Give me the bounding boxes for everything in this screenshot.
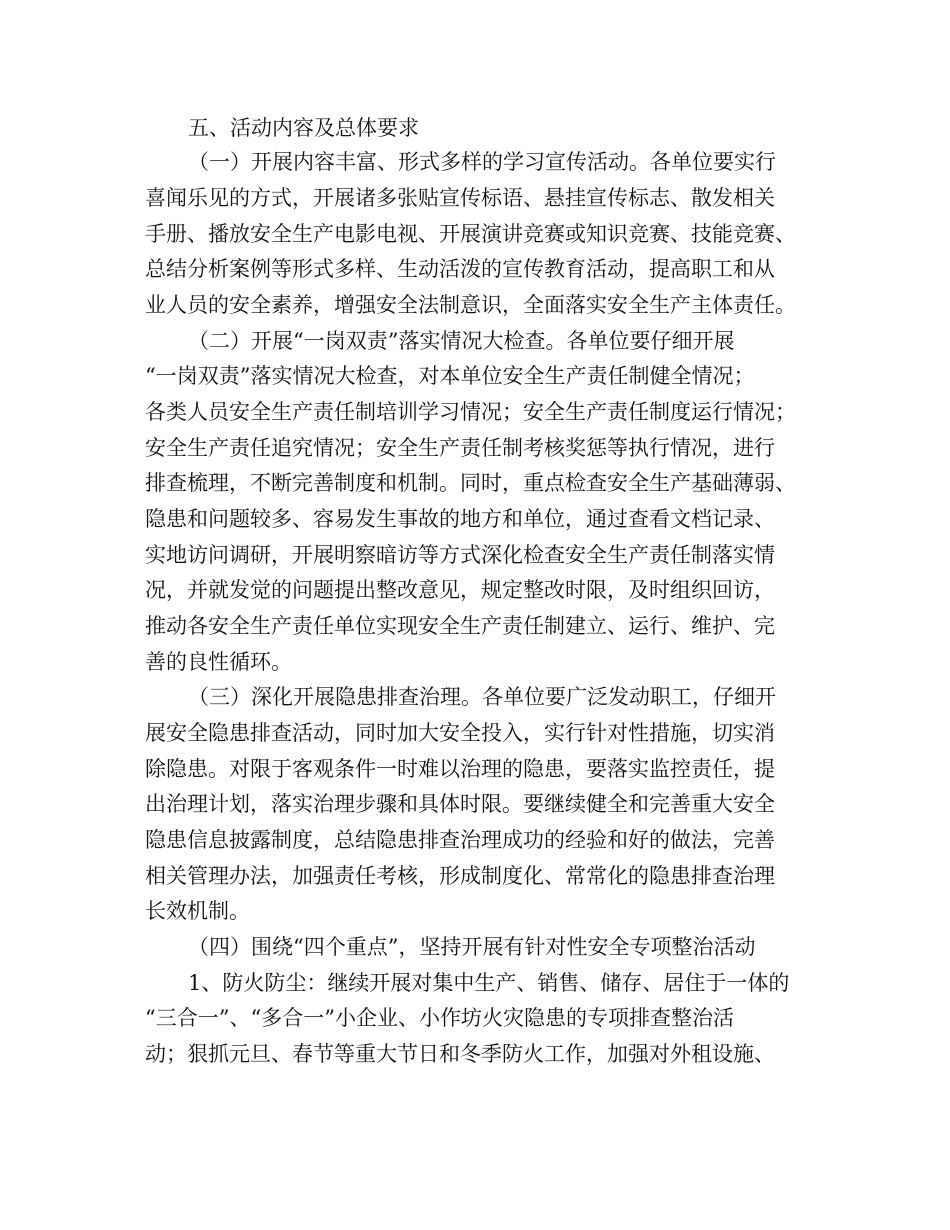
paragraph-line: “一岗双责”落实情况大检查，对本单位安全生产责任制健全情况； — [145, 364, 755, 388]
paragraph-line: 手册、播放安全生产电影电视、开展演讲竞赛或知识竞赛、技能竞赛、 — [145, 222, 796, 246]
paragraph-line: 各类人员安全生产责任制培训学习情况；安全生产责任制度运行情况； — [145, 400, 796, 424]
paragraph-line: 隐患信息披露制度，总结隐患排查治理成功的经验和好的做法，完善 — [145, 828, 775, 852]
paragraph-line: 1、防火防尘：继续开展对集中生产、销售、储存、居住于一体的 — [188, 971, 790, 995]
paragraph-line: 除隐患。对限于客观条件一时难以治理的隐患，要落实监控责任，提 — [145, 757, 775, 781]
paragraph-line: 推动各安全生产责任单位实现安全生产责任制建立、运行、维护、完 — [145, 614, 775, 638]
paragraph-line: 实地访问调研，开展明察暗访等方式深化检查安全生产责任制落实情 — [145, 543, 775, 567]
paragraph-line: 况，并就发觉的问题提出整改意见，规定整改时限，及时组织回访， — [145, 578, 775, 602]
paragraph-line: 出治理计划，落实治理步骤和具体时限。要继续健全和完善重大安全 — [145, 792, 775, 816]
paragraph-line: 动；狠抓元旦、春节等重大节日和冬季防火工作，加强对外租设施、 — [145, 1042, 775, 1066]
paragraph-line: 善的良性循环。 — [145, 650, 292, 674]
paragraph-line: （二）开展“一岗双责”落实情况大检查。各单位要仔细开展 — [188, 329, 735, 353]
paragraph-line: （四）围绕“四个重点”，坚持开展有针对性安全专项整治活动 — [188, 935, 756, 959]
paragraph-line: （一）开展内容丰富、形式多样的学习宣传活动。各单位要实行 — [188, 150, 776, 174]
paragraph-line: 安全生产责任追究情况；安全生产责任制考核奖惩等执行情况，进行 — [145, 436, 775, 460]
section-heading: 五、活动内容及总体要求 — [188, 116, 419, 140]
paragraph-line: “三合一”、“多合一”小企业、小作坊火灾隐患的专项排查整治活 — [145, 1006, 734, 1030]
paragraph-line: 排查梳理，不断完善制度和机制。同时，重点检查安全生产基础薄弱、 — [145, 471, 796, 495]
paragraph-line: 展安全隐患排查活动，同时加大安全投入，实行针对性措施，切实消 — [145, 721, 775, 745]
paragraph-line: 业人员的安全素养，增强安全法制意识，全面落实安全生产主体责任。 — [145, 293, 796, 317]
paragraph-line: 喜闻乐见的方式，开展诸多张贴宣传标语、悬挂宣传标志、散发相关 — [145, 186, 775, 210]
paragraph-line: 相关管理办法，加强责任考核，形成制度化、常常化的隐患排查治理 — [145, 864, 775, 888]
paragraph-line: 长效机制。 — [145, 899, 250, 923]
paragraph-line: 隐患和问题较多、容易发生事故的地方和单位，通过查看文档记录、 — [145, 507, 775, 531]
paragraph-line: 总结分析案例等形式多样、生动活泼的宣传教育活动，提高职工和从 — [145, 257, 775, 281]
paragraph-line: （三）深化开展隐患排查治理。各单位要广泛发动职工，仔细开 — [188, 685, 776, 709]
